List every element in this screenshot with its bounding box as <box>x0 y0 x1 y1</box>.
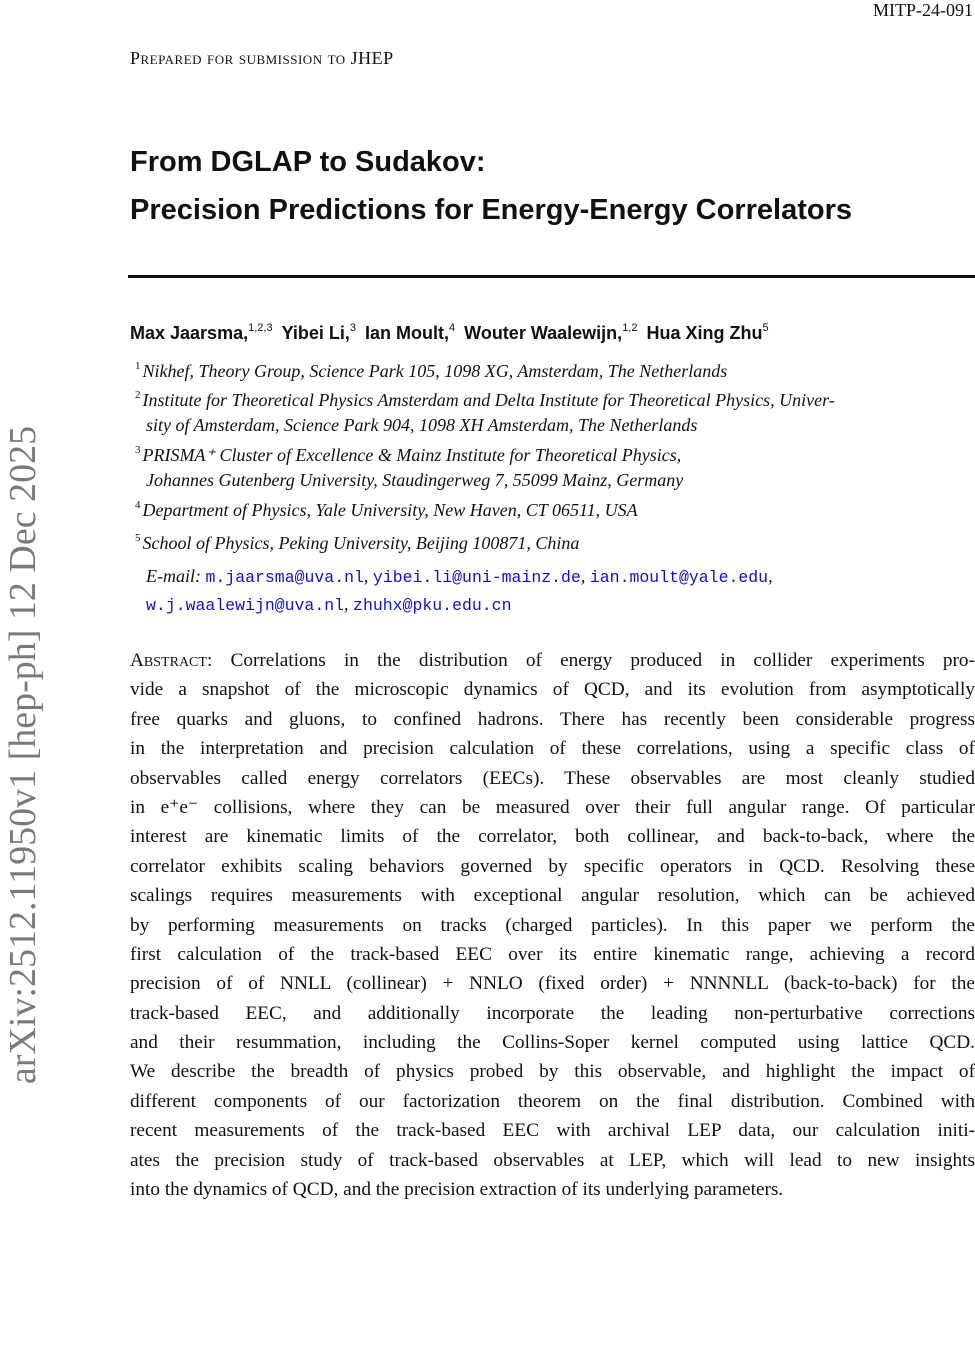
affiliation-2-cont: sity of Amsterdam, Science Park 904, 1098 XH Amsterdam, The Netherlands <box>146 415 698 435</box>
abstract-line: scalings requires measurements with exceptional angular resolution, which can be achieved <box>130 885 975 907</box>
author-list <box>130 323 769 344</box>
author-name: Wouter Waalewijn, <box>464 323 623 343</box>
abstract-line: correlator exhibits scaling behaviors governed by specific operators in QCD. Resolving these <box>130 855 975 877</box>
abstract-line: interest are kinematic limits of the correlator, both collinear, and back-to-back, where the <box>130 826 975 848</box>
affiliation-1 <box>135 361 727 382</box>
abstract-line: We describe the breadth of physics probed by this observable, and highlight the impact of <box>130 1061 975 1083</box>
email-line-1: E-mail: m.jaarsma@uva.nl, yibei.li@uni-mainz.de, ian.moult@yale.edu, <box>146 566 773 587</box>
abstract-line: and their resummation, including the Collins-Soper kernel computed using lattice QCD. <box>130 1032 975 1054</box>
email-label: E-mail: <box>146 566 201 586</box>
author-affiliation-marks: 3 <box>349 322 357 334</box>
abstract-line: into the dynamics of QCD, and the precision extraction of its underlying parameters. <box>130 1179 784 1201</box>
affiliation-2 <box>135 390 835 411</box>
journal-note: Prepared for submission to JHEP <box>130 48 394 68</box>
affiliation-4 <box>135 500 638 521</box>
affiliation-number: 4 <box>135 499 141 511</box>
affiliation-text: Department of Physics, Yale University, New Haven, CT 06511, USA <box>142 500 638 520</box>
preprint-number: MITP-24-091 <box>873 0 973 20</box>
affiliation-number: 5 <box>135 532 141 544</box>
affiliation-text: PRISMA⁺ Cluster of Excellence & Mainz Institute for Theoretical Physics, <box>142 445 682 465</box>
affiliation-3-cont: Johannes Gutenberg University, Staudingerweg 7, 55099 Mainz, Germany <box>146 470 684 490</box>
author-name: Ian Moult, <box>365 323 450 343</box>
abstract-line: ates the precision study of track-based observables at LEP, which will lead to new insights <box>130 1149 975 1171</box>
author-name: Max Jaarsma, <box>130 323 249 343</box>
abstract-line: different components of our factorization theorem on the final distribution. Combined with <box>130 1090 975 1112</box>
abstract <box>130 646 975 1204</box>
author-affiliation-marks: 5 <box>762 322 769 334</box>
author-affiliation-marks: 1,2 <box>622 322 638 334</box>
affiliation-3 <box>135 445 681 466</box>
abstract-line: by performing measurements on tracks (charged particles). In this paper we perform the <box>130 914 975 936</box>
abstract-label: Abstract: <box>130 650 213 671</box>
abstract-line: observables called energy correlators (EECs). These observables are most cleanly studied <box>130 767 975 789</box>
arxiv-stamp[interactable]: arXiv:2512.11950v1 [hep-ph] 12 Dec 2025 <box>2 425 44 1085</box>
affiliation-number: 1 <box>135 360 141 372</box>
abstract-text: Correlations in the distribution of energy produced in collider experiments pro- <box>230 650 975 671</box>
abstract-line <box>130 646 975 675</box>
abstract-line: vide a snapshot of the microscopic dynamics of QCD, and its evolution from asymptotically <box>130 679 975 701</box>
title-rule <box>128 275 975 278</box>
title-line-2: Precision Predictions for Energy-Energy Correlators <box>130 194 852 226</box>
affiliation-number: 2 <box>135 389 141 401</box>
author-name: Hua Xing Zhu <box>646 323 763 343</box>
title-line-1: From DGLAP to Sudakov: <box>130 146 486 178</box>
affiliation-text: Institute for Theoretical Physics Amsterdam and Delta Institute for Theoretical Physics, Univer- <box>142 390 835 410</box>
abstract-line: recent measurements of the track-based EEC with archival LEP data, our calculation initi- <box>130 1120 975 1142</box>
author-affiliation-marks: 1,2,3 <box>248 322 273 334</box>
affiliation-text: Nikhef, Theory Group, Science Park 105, 1098 XG, Amsterdam, The Netherlands <box>142 361 728 381</box>
abstract-line: first calculation of the track-based EEC over its entire kinematic range, achieving a record <box>130 943 975 965</box>
author-name: Yibei Li, <box>281 323 350 343</box>
email-link[interactable]: zhuhx@pku.edu.cn <box>353 596 512 615</box>
author-affiliation-marks: 4 <box>449 322 456 334</box>
email-link[interactable]: ian.moult@yale.edu <box>589 568 769 587</box>
email-link[interactable]: w.j.waalewijn@uva.nl <box>146 596 345 615</box>
affiliation-text: School of Physics, Peking University, Beijing 100871, China <box>142 533 580 553</box>
abstract-line: in e⁺e⁻ collisions, where they can be measured over their full angular range. Of particular <box>130 796 975 818</box>
email-link[interactable]: m.jaarsma@uva.nl <box>205 568 364 587</box>
affiliation-5 <box>135 533 579 554</box>
email-link[interactable]: yibei.li@uni-mainz.de <box>372 568 581 587</box>
abstract-line: track-based EEC, and additionally incorporate the leading non-perturbative corrections <box>130 1002 975 1024</box>
abstract-line: in the interpretation and precision calculation of these correlations, using a specific class of <box>130 738 975 760</box>
abstract-line: precision of of NNLL (collinear) + NNLO (fixed order) + NNNNLL (back-to-back) for the <box>130 973 975 995</box>
affiliation-number: 3 <box>135 444 141 456</box>
email-line-2: w.j.waalewijn@uva.nl, zhuhx@pku.edu.cn <box>146 594 512 615</box>
abstract-line: free quarks and gluons, to confined hadrons. There has recently been considerable progress <box>130 708 975 730</box>
